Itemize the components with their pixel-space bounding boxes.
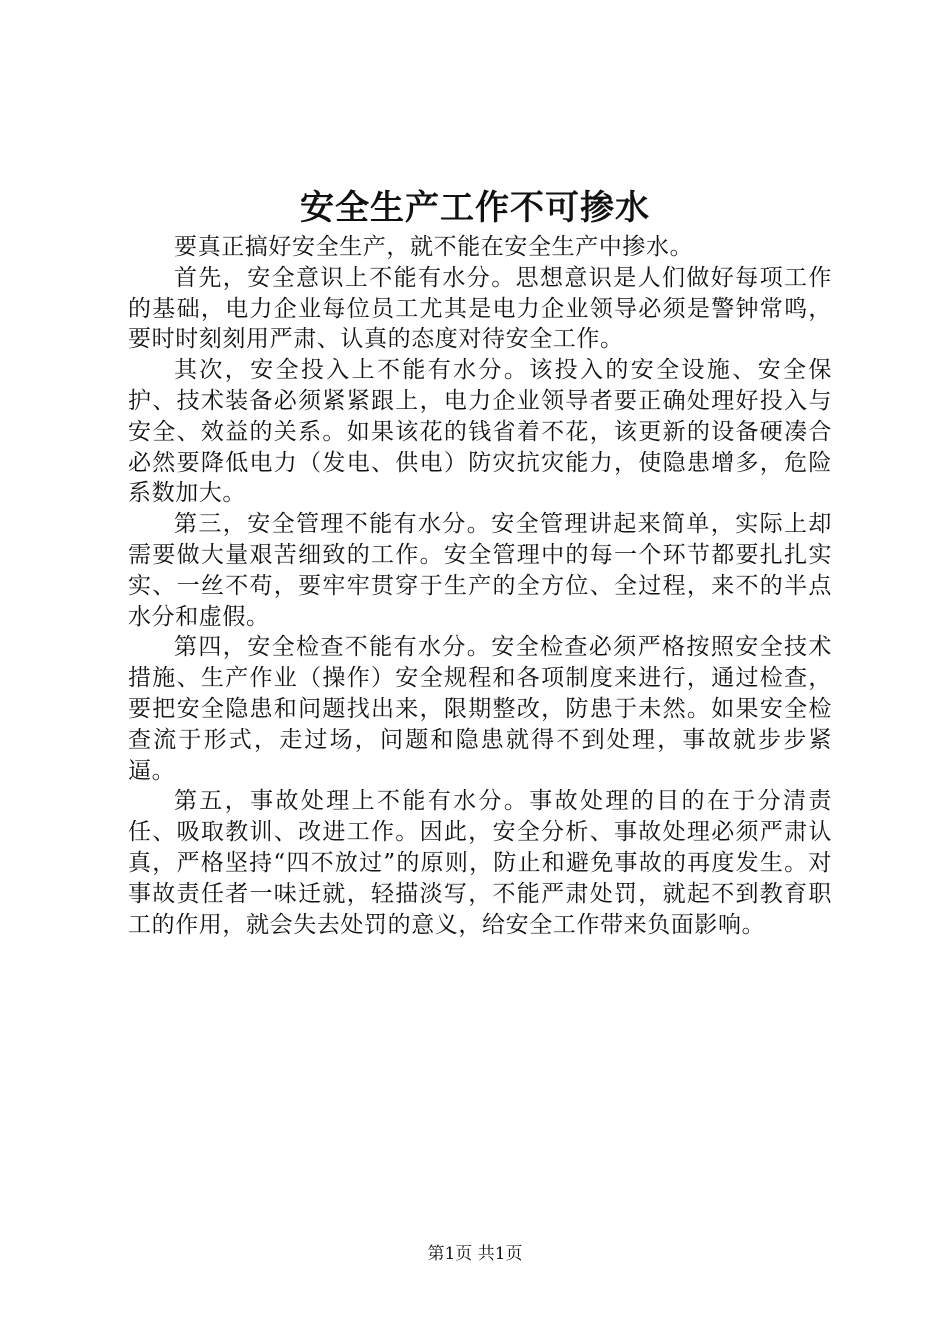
document-body	[128, 232, 832, 940]
paragraph-fifth: 第五，事故处理上不能有水分。事故处理的目的在于分清责任、吸取教训、改进工作。因此，安全分析、事故处理必须严肃认真，严格坚持“四不放过”的原则，防止和避免事故的再度发生。对事故责任者一味迁就，轻描淡写，不能严肃处罚，就起不到教育职工的作用，就会失去处罚的意义，给安全工作带来负面影响。	[128, 788, 832, 938]
paragraph-first: 首先，安全意识上不能有水分。思想意识是人们做好每项工作的基础，电力企业每位员工尤其是电力企业领导必须是警钟常鸣，要时时刻刻用严肃、认真的态度对待安全工作。	[128, 264, 832, 353]
paragraph-second: 其次，安全投入上不能有水分。该投入的安全设施、安全保护、技术装备必须紧紧跟上，电力企业领导者要正确处理好投入与安全、效益的关系。如果该花的钱省着不花，该更新的设备硬凑合必然要降低电力（发电、供电）防灾抗灾能力，使隐患增多，危险系数加大。	[128, 357, 832, 507]
document-title: 安全生产工作不可掺水	[300, 188, 650, 228]
paragraph-third: 第三，安全管理不能有水分。安全管理讲起来简单，实际上却需要做大量艰苦细致的工作。安全管理中的每一个环节都要扎扎实实、一丝不苟，要牢牢贯穿于生产的全方位、全过程，来不的半点水分和虚假。	[128, 511, 832, 630]
paragraph-intro: 要真正搞好安全生产，就不能在安全生产中掺水。	[174, 234, 694, 260]
paragraph-fourth: 第四，安全检查不能有水分。安全检查必须严格按照安全技术措施、生产作业（操作）安全规程和各项制度来进行，通过检查，要把安全隐患和问题找出来，限期整改，防患于未然。如果安全检查流于形式，走过场，问题和隐患就得不到处理，事故就步步紧逼。	[128, 634, 832, 784]
page-footer: 第1页 共1页	[427, 1244, 523, 1264]
